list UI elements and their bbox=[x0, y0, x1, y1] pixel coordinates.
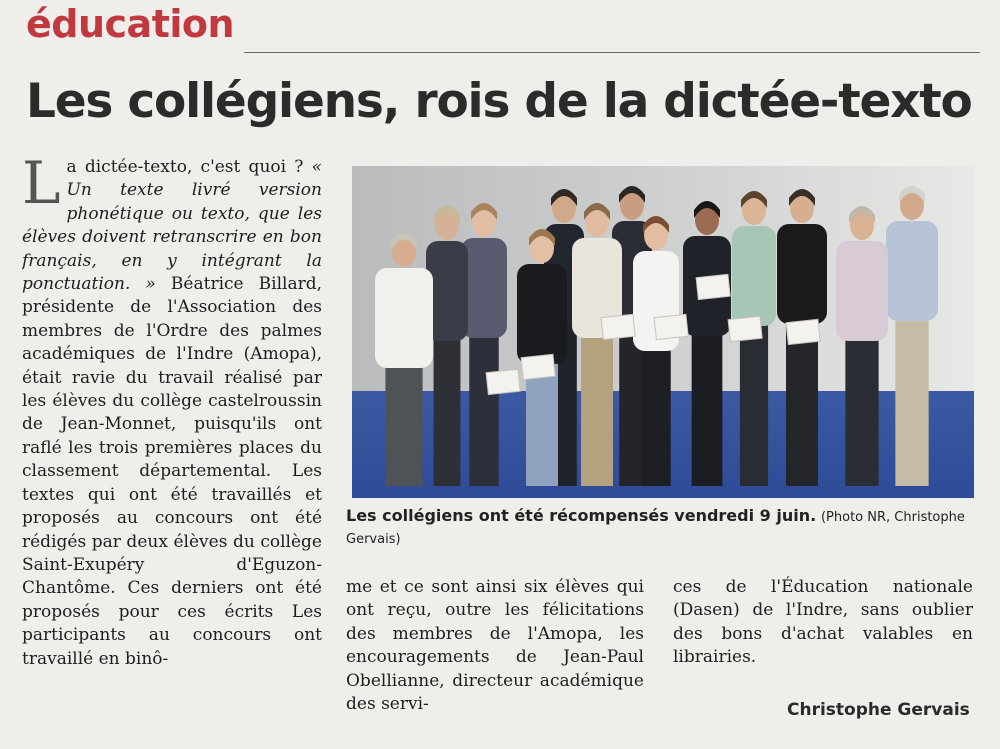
diploma-sheet bbox=[696, 274, 730, 299]
person-legs bbox=[469, 333, 498, 486]
person-legs bbox=[740, 321, 768, 486]
person-torso bbox=[777, 224, 827, 324]
person-legs bbox=[692, 331, 723, 486]
person-legs bbox=[434, 336, 461, 486]
diploma-sheet bbox=[486, 369, 520, 394]
photo-credit: (Photo NR, Christophe Gervais) bbox=[346, 510, 965, 547]
person-torso bbox=[836, 241, 888, 341]
article-intro: a dictée-texto, c'est quoi ? bbox=[66, 157, 304, 177]
person-torso bbox=[732, 226, 776, 326]
person-torso bbox=[886, 221, 938, 321]
person-torso bbox=[375, 268, 433, 368]
section-label: éducation bbox=[26, 2, 235, 46]
article-column-1 bbox=[22, 156, 322, 726]
person-legs bbox=[581, 333, 613, 486]
article-column-2: me et ce sont ainsi six élèves qui ont reçu, outre les félicitations des membres de l'Amopa, les encouragements de Jean-Paul Obellianne, directeur académique des servi- bbox=[346, 577, 644, 715]
article-quote: « Un texte livré version phonétique ou texto, que les élèves doivent retranscrire en bon français, en y intégrant la ponctuation. » bbox=[22, 157, 322, 295]
drop-cap: L bbox=[22, 156, 61, 217]
section-rule bbox=[244, 52, 980, 53]
caption-text: Les collégiens ont été récompensés vendredi 9 juin. bbox=[346, 506, 817, 525]
person-torso bbox=[517, 264, 567, 364]
diploma-sheet bbox=[728, 316, 762, 341]
diploma-sheet bbox=[654, 314, 688, 339]
photo-caption bbox=[346, 505, 976, 550]
group-photo bbox=[352, 166, 974, 498]
photo-people bbox=[352, 166, 974, 498]
author-signature: Christophe Gervais bbox=[787, 700, 970, 720]
person-legs bbox=[895, 316, 928, 486]
article-column-3: ces de l'Éducation nationale (Dasen) de l'Indre, sans oublier des bons d'achat valables en librairies. bbox=[673, 577, 973, 668]
article-body-1: Béatrice Billard, présidente de l'Association des membres de l'Ordre des palmes académiques de l'Indre (Amopa), était ravie du travail réalisé par les élèves du collège castelroussin de Jean-Monnet, puisqu'ils ont raflé les trois premières places du classement départemental. Les textes qui ont été travaillés et proposés au concours ont été rédigés par deux élèves du collège Saint-Exupéry d'Eguzon-Chantôme. Ces derniers ont été proposés pour ces écrits Les participants au concours ont travaillé en binô- bbox=[22, 274, 322, 669]
diploma-sheet bbox=[521, 354, 555, 379]
person-legs bbox=[845, 336, 878, 486]
diploma-sheet bbox=[786, 319, 820, 344]
person-legs bbox=[641, 346, 670, 486]
headline: Les collégiens, rois de la dictée-texto bbox=[26, 74, 972, 129]
diploma-sheet bbox=[601, 314, 635, 339]
person-legs bbox=[385, 363, 422, 486]
